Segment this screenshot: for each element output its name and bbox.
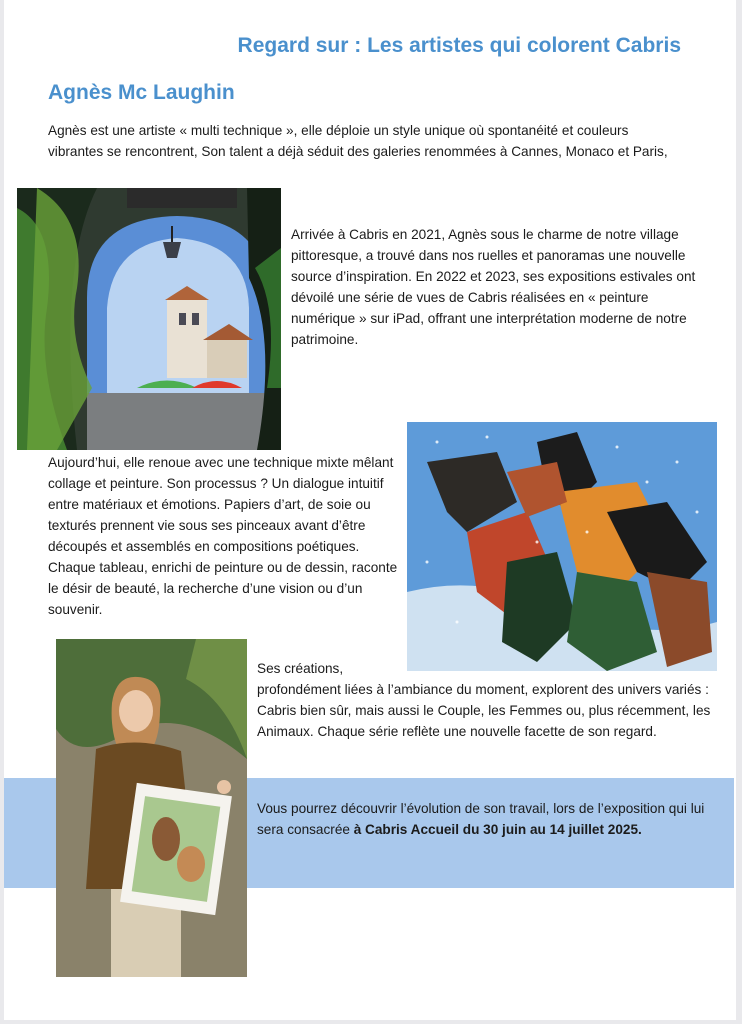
page-title: Regard sur : Les artistes qui colorent Cabris [237,34,681,57]
exhibition-text: Vous pourrez découvrir l’évolution de son travail, lors de l’exposition qui lui sera consacrée [257,801,705,837]
collage-dancers-image [407,422,717,671]
creations-lead: Ses créations, [257,661,344,676]
intro-paragraph: Agnès est une artiste « multi technique », elle déploie un style unique où spontanéité et couleurs vibrantes se rencontrent, Son talent a déjà séduit des galeries renommées à Cannes, Monaco et Paris, [48,123,668,159]
creations-paragraph: profondément liées à l’ambiance du moment, explorent des univers variés : Cabris bien sûr, mais aussi le Couple, les Femmes ou, plus récemment, les Animaux. Chaque série reflète une nouvelle facette de son regard. [257,682,711,739]
artist-portrait-image [56,639,247,977]
page [4,0,736,1020]
artist-name: Agnès Mc Laughin [48,81,235,104]
exhibition-highlight: à Cabris Accueil du 30 juin au 14 juillet 2025. [353,822,642,837]
arrival-paragraph: Arrivée à Cabris en 2021, Agnès sous le charme de notre village pittoresque, a trouvé dans nos ruelles et panoramas une nouvelle source d’inspiration. En 2022 et 2023, ses expositions estivales ont dévoilé une série de vues de Cabris réalisées en « peinture numérique » sur iPad, offrant une interprétation moderne de notre patrimoine. [291,227,696,347]
technique-paragraph: Aujourd’hui, elle renoue avec une technique mixte mêlant collage et peinture. Son processus ? Un dialogue intuitif entre matériaux et émotions. Papiers d’art, de soie ou texturés prennent vie sous ses pinceaux avant d’être découpés et assemblés en compositions poétiques. Chaque tableau, enrichi de peinture ou de dessin, raconte le désir de beauté, la recherche d’une vision ou d’un souvenir. [48,455,398,617]
exhibition-paragraph [257,798,707,840]
village-painting-image [17,188,281,450]
